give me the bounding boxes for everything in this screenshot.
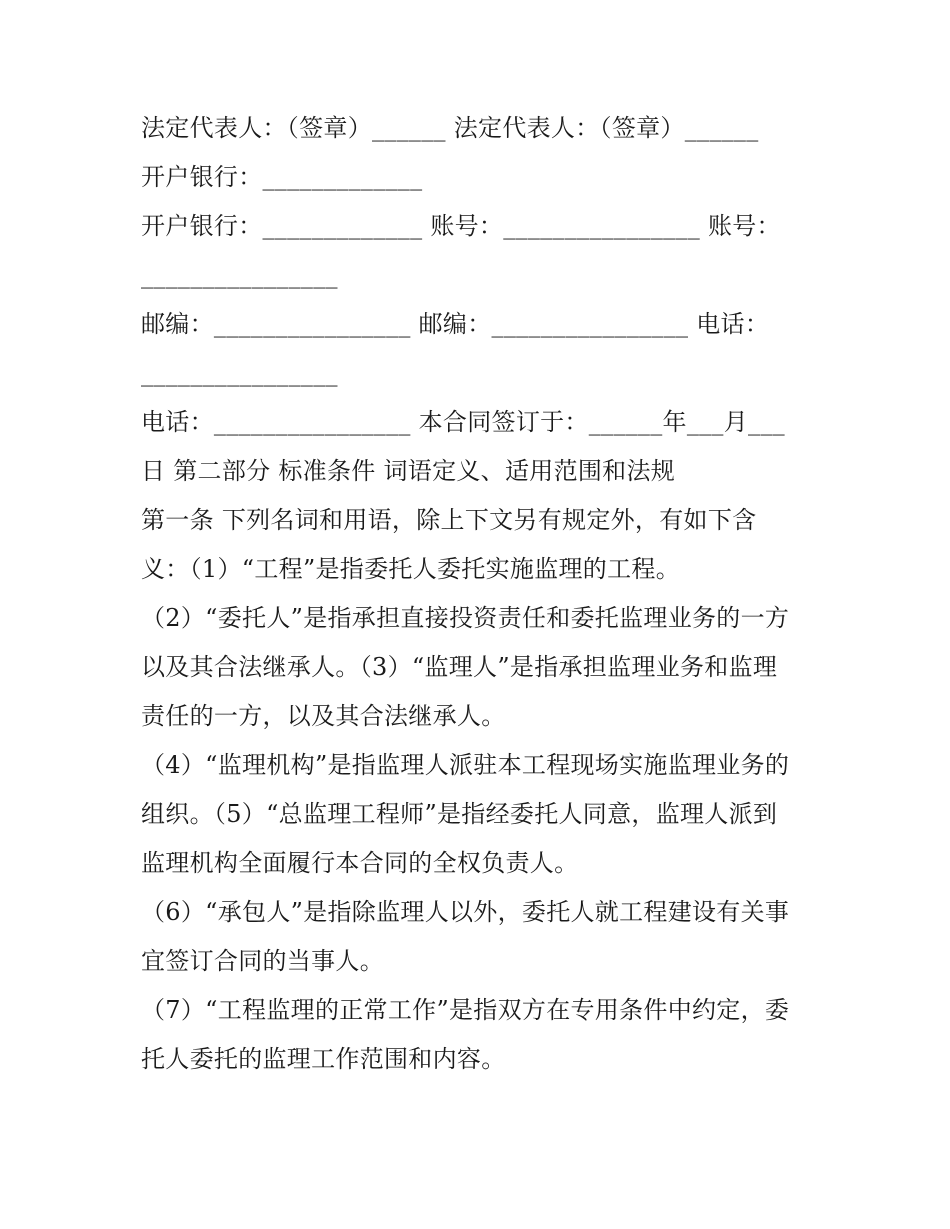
- text-line: 开户银行：_____________: [141, 163, 423, 191]
- text-line: 责任的一方，以及其合法继承人。: [141, 702, 506, 730]
- text-line: 开户银行：_____________ 账号：________________ 账号：: [141, 212, 781, 240]
- text-line: 以及其合法继承人。（3）“监理人”是指承担监理业务和监理: [141, 653, 778, 681]
- text-line: 监理机构全面履行本合同的全权负责人。: [141, 849, 579, 877]
- text-line: 宜签订合同的当事人。: [141, 947, 384, 975]
- text-line: （4）“监理机构”是指监理人派驻本工程现场实施监理业务的: [141, 751, 790, 779]
- text-line: 义：（1）“工程”是指委托人委托实施监理的工程。: [141, 555, 681, 583]
- text-line: 邮编：________________ 邮编：________________ 电话：: [141, 310, 770, 338]
- text-line: 电话：________________ 本合同签订于：______年___月___: [141, 408, 785, 436]
- text-line: 托人委托的监理工作范围和内容。: [141, 1045, 506, 1073]
- text-line: （2）“委托人”是指承担直接投资责任和委托监理业务的一方: [141, 604, 790, 632]
- text-line: ________________: [141, 261, 338, 289]
- text-line: （6）“承包人”是指除监理人以外，委托人就工程建设有关事: [141, 898, 790, 926]
- text-line: 第一条 下列名词和用语，除上下文另有规定外，有如下含: [141, 506, 757, 534]
- text-line: （7）“工程监理的正常工作”是指双方在专用条件中约定，委: [141, 996, 790, 1024]
- text-line: 日 第二部分 标准条件 词语定义、适用范围和法规: [141, 457, 676, 485]
- text-line: 组织。（5）“总监理工程师”是指经委托人同意，监理人派到: [141, 800, 778, 828]
- text-line: 法定代表人：（签章）______ 法定代表人：（签章）______: [141, 114, 759, 142]
- text-line: ________________: [141, 359, 338, 387]
- document-body: [141, 104, 811, 1084]
